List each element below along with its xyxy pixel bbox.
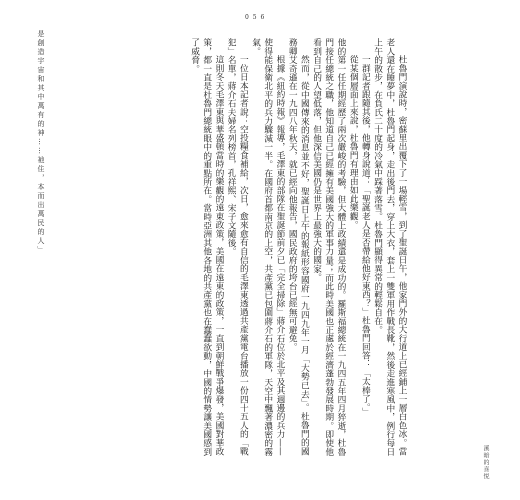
page-number: 0 5 6 xyxy=(245,14,266,21)
paragraph: 從某個層面上來說，杜魯門有理由如此樂觀。 xyxy=(348,55,359,230)
paragraph: 一位日本記者說：空投糧食補給，次日，愈來愈有自信的毛澤東透過共產黨電台播放一份四十五人的「戰犯」名單，蔣介石夫婦名列榜首，孔祥熙、宋子文隨後。 xyxy=(226,38,249,456)
section-label: 溪暗的喜悦 xyxy=(482,445,489,480)
running-head: 是創造宇宙和其中萬有的神……祂住，本而出萬民的人」 xyxy=(37,30,45,255)
paragraph: 根據《紐約時報》報導，毛澤東的部隊在聖誕節前夕已「完全掃除」蔣介石位於北平及其週邊的兵力——使得能保衛北平的兵力驟減一半。在國府首都南京的上空，共產黨已包圍蔣介石的軍隊，天空中飄著濃密的霧氣。 xyxy=(250,38,285,456)
paragraph: 杜魯門演說時，密蘇里出覆下了一場輕雪，到了聖誕日午，他家門外的大行道上已經鋪上一層白色冰。當老人還在睡夢中，杜魯門起身，走出後門去，穿上大衣，套上一雙軍用作戰長靴，然後走進寒風中，例行每日上午的散步，在負氏二十度的冷氣中踩著落雪。杜魯門顯得異常的輕鬆自在。 xyxy=(372,38,407,456)
body-text xyxy=(108,38,408,456)
paragraph: 一群記者跟隨其後，他轉身說道：「聖誕老人是否帶給他好東西？」杜魯門回答：「太棒了。」 xyxy=(360,55,371,417)
paragraph: 他的第一任任期經歷了兩次嚴峻的考驗，但大體上政績還是成功的。羅斯福總統在一九四五年四月猝逝，杜魯門接任總統之職，他知道自己已經擁有美國強大的軍事力量；而此時美國也正處於經濟蓬勃發展時期。即使他看到自己的人望低落，但他深信美國仍是世界上最強大的國家。 xyxy=(311,38,346,456)
paragraph: 然而，從中國傳來的消息並不好，聖誕日上午的報紙形容國府一九四九年一月「大勢已去」。杜魯門的國務卿艾奇遜在一九四八年秋天，就已經向他報告，國民政府的垮台已經無可避免。 xyxy=(287,38,310,456)
paragraph: 這則冬天毛澤東與華盛頓當時的樂觀的遠東政策，美國在遠東的政策，一直到朝鮮戰爭爆發，美國對華政策，都一直是杜魯門總統眼中的重點所在。當時亞洲其他各地的共產黨也在蠢蠢欲動，中國的情勢讓美國感到了威脅。 xyxy=(189,38,224,456)
